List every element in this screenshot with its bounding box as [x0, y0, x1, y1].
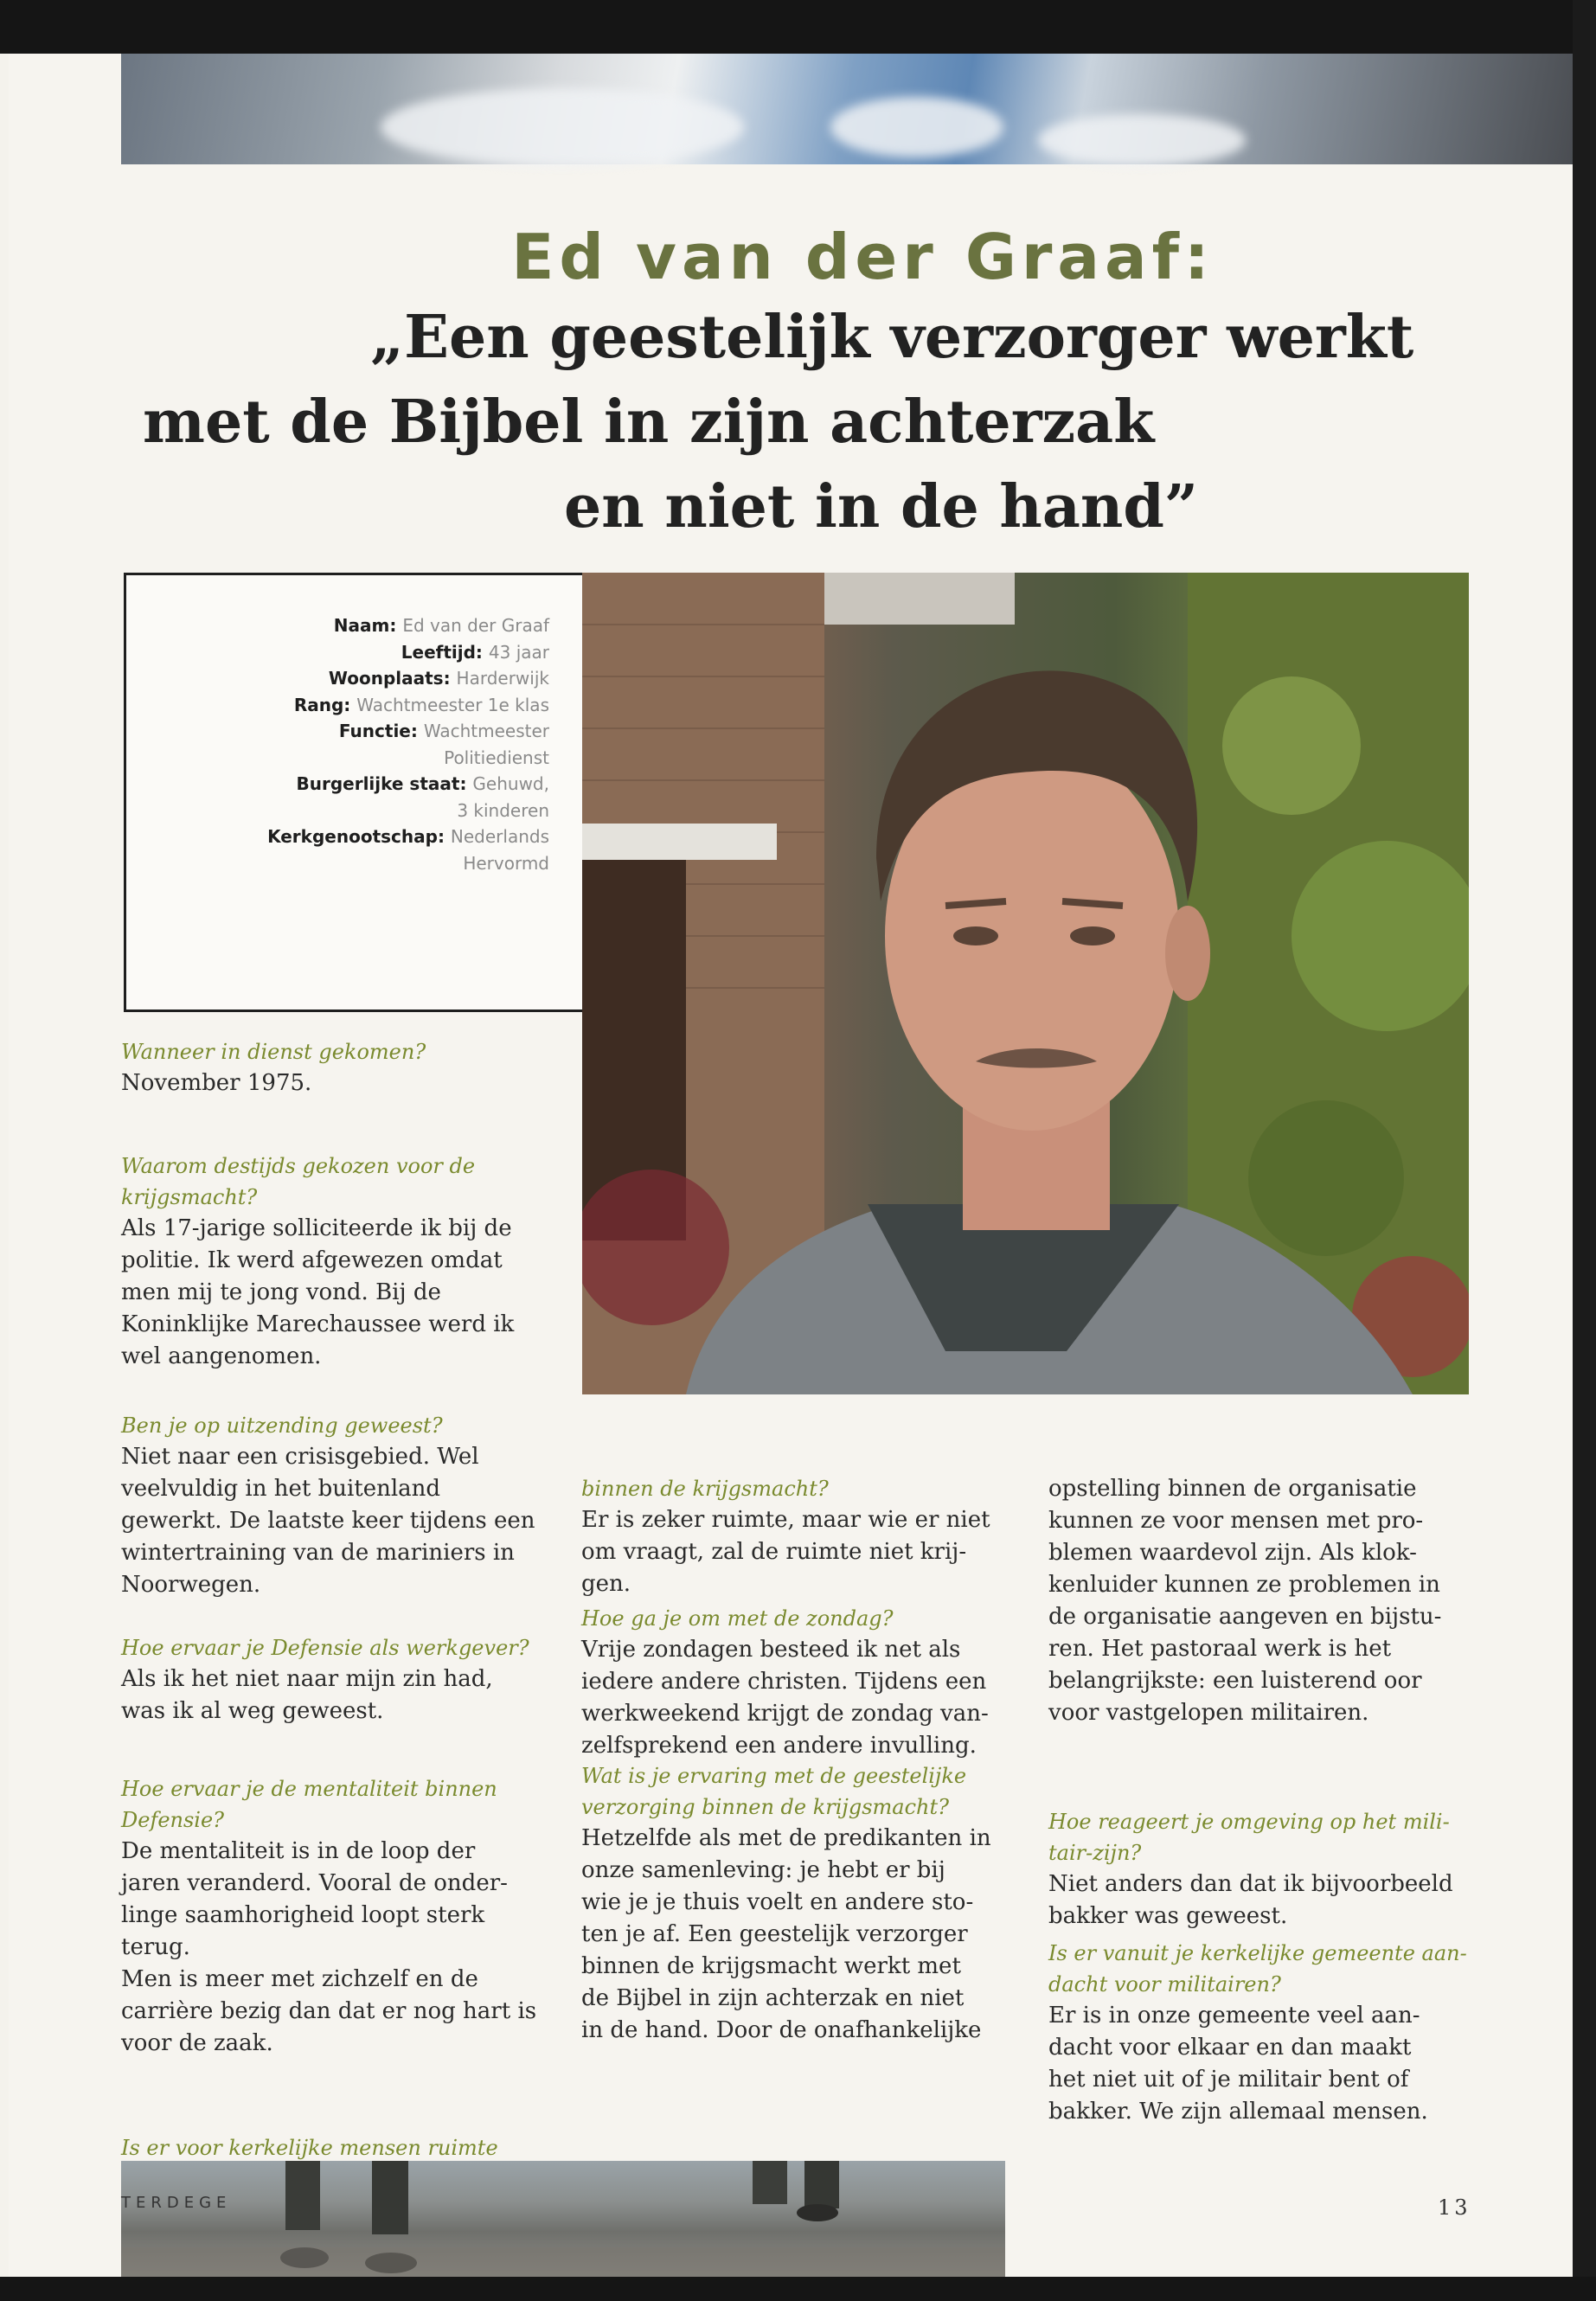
- bottom-border: [0, 2277, 1596, 2301]
- interview-answer: Als 17-jarige solliciteerde ik bij de: [121, 1215, 512, 1241]
- interview-question: krijgsmacht?: [121, 1185, 258, 1209]
- interview-question: verzorging binnen de krijgsmacht?: [581, 1795, 950, 1819]
- interview-question: Hoe ervaar je de mentaliteit binnen: [121, 1777, 497, 1801]
- interview-answer: kunnen ze voor mensen met pro-: [1048, 1508, 1424, 1534]
- interview-question: dacht voor militairen?: [1048, 1972, 1281, 1997]
- article-quote-line-2: met de Bijbel in zijn achterzak: [143, 388, 1155, 457]
- profile-label: Rang:: [293, 694, 357, 715]
- interview-answer: gen.: [581, 1571, 631, 1597]
- interview-question: Ben je op uitzending geweest?: [121, 1413, 443, 1438]
- profile-label: Burgerlijke staat:: [296, 773, 473, 794]
- interview-answer: jaren veranderd. Vooral de onder-: [121, 1870, 508, 1896]
- interview-question: Hoe ervaar je Defensie als werkgever?: [121, 1636, 529, 1660]
- interview-answer: Niet anders dan dat ik bijvoorbeeld: [1048, 1871, 1453, 1897]
- profile-value: Gehuwd,: [472, 773, 549, 794]
- interview-answer: Noorwegen.: [121, 1572, 261, 1598]
- article-quote-line-1: „Een geestelijk verzorger werkt: [370, 303, 1414, 372]
- profile-row: [267, 798, 549, 824]
- interview-answer: Hetzelfde als met de predikanten in: [581, 1825, 991, 1851]
- profile-row: [267, 692, 549, 719]
- interview-question: Defensie?: [121, 1808, 225, 1832]
- interview-answer: ren. Het pastoraal werk is het: [1048, 1636, 1392, 1662]
- interview-answer: Koninklijke Marechaussee werd ik: [121, 1311, 515, 1337]
- profile-row: [267, 824, 549, 850]
- interview-answer: ten je af. Een geestelijk verzorger: [581, 1921, 968, 1947]
- profile-label: Woonplaats:: [328, 668, 457, 689]
- profile-value: Hervormd: [463, 852, 549, 874]
- interview-answer: de Bijbel in zijn achterzak en niet: [581, 1985, 965, 2011]
- interview-answer: Niet naar een crisisgebied. Wel: [121, 1444, 479, 1470]
- interview-question: Hoe reageert je omgeving op het mili-: [1048, 1810, 1450, 1834]
- profile-row: [267, 639, 549, 666]
- interview-answer: was ik al weg geweest.: [121, 1698, 384, 1724]
- profile-value: Ed van der Graaf: [402, 615, 549, 636]
- interview-answer: in de hand. Door de onafhankelijke: [581, 2017, 982, 2043]
- portrait-photo: [582, 573, 1469, 1394]
- profile-row: [267, 612, 549, 639]
- profile-value: Wachtmeester: [423, 721, 549, 741]
- boots-illustration: [121, 2161, 1005, 2279]
- interview-question: Wat is je ervaring met de geestelijke: [581, 1764, 967, 1788]
- profile-value: 43 jaar: [488, 641, 549, 663]
- interview-answer: Er is zeker ruimte, maar wie er niet: [581, 1507, 990, 1533]
- interview-answer: het niet uit of je militair bent of: [1048, 2067, 1409, 2093]
- profile-value: 3 kinderen: [457, 799, 549, 821]
- profile-row: [267, 850, 549, 877]
- interview-answer: men mij te jong vond. Bij de: [121, 1279, 441, 1305]
- interview-answer: Vrije zondagen besteed ik net als: [581, 1637, 961, 1663]
- interview-answer: wel aangenomen.: [121, 1343, 322, 1369]
- interview-question: binnen de krijgsmacht?: [581, 1477, 829, 1501]
- interview-answer: veelvuldig in het buitenland: [121, 1476, 441, 1502]
- page-number: 13: [1438, 2195, 1471, 2220]
- interview-answer: linge saamhorigheid loopt sterk: [121, 1902, 485, 1928]
- profile-details: [267, 612, 549, 876]
- interview-question: tair-zijn?: [1048, 1841, 1142, 1865]
- profile-value: Nederlands: [450, 826, 549, 847]
- profile-label: Leeftijd:: [401, 641, 489, 663]
- profile-label: Kerkgenootschap:: [267, 826, 451, 847]
- portrait-illustration: [582, 573, 1469, 1394]
- interview-answer: carrière bezig dan dat er nog hart is: [121, 1998, 537, 2024]
- interview-question: Is er vanuit je kerkelijke gemeente aan-: [1048, 1941, 1467, 1965]
- profile-value: Wachtmeester 1e klas: [356, 694, 549, 715]
- interview-answer: wie je je thuis voelt en andere sto-: [581, 1889, 974, 1915]
- interview-question: Is er voor kerkelijke mensen ruimte: [121, 2136, 498, 2160]
- interview-answer: gewerkt. De laatste keer tijdens een: [121, 1508, 535, 1534]
- interview-answer: bakker was geweest.: [1048, 1903, 1288, 1929]
- interview-answer: kenluider kunnen ze problemen in: [1048, 1572, 1440, 1598]
- profile-row: [267, 771, 549, 798]
- interview-answer: voor vastgelopen militairen.: [1048, 1700, 1369, 1726]
- interview-answer: Als ik het niet naar mijn zin had,: [121, 1666, 493, 1692]
- interview-answer: iedere andere christen. Tijdens een: [581, 1669, 987, 1695]
- interview-answer: opstelling binnen de organisatie: [1048, 1476, 1417, 1502]
- interview-answer: politie. Ik werd afgewezen omdat: [121, 1247, 503, 1273]
- right-border: [1573, 0, 1596, 2301]
- interview-question: Waarom destijds gekozen voor de: [121, 1154, 476, 1178]
- interview-question: Wanneer in dienst gekomen?: [121, 1040, 426, 1064]
- interview-answer: onze samenleving: je hebt er bij: [581, 1857, 945, 1883]
- interview-answer: werkweekend krijgt de zondag van-: [581, 1701, 989, 1727]
- interview-answer: terug.: [121, 1934, 190, 1960]
- interview-answer: voor de zaak.: [121, 2030, 273, 2056]
- interview-answer: zelfsprekend een andere invulling.: [581, 1733, 977, 1759]
- interview-answer: dacht voor elkaar en dan maakt: [1048, 2035, 1412, 2061]
- profile-row: [267, 665, 549, 692]
- interview-answer: November 1975.: [121, 1070, 312, 1096]
- interview-answer: wintertraining van de mariniers in: [121, 1540, 515, 1566]
- interview-answer: Er is in onze gemeente veel aan-: [1048, 2003, 1420, 2029]
- profile-label: Functie:: [338, 721, 424, 741]
- interview-question: Hoe ga je om met de zondag?: [581, 1606, 894, 1631]
- interview-answer: blemen waardevol zijn. Als klok-: [1048, 1540, 1417, 1566]
- article-name-heading: Ed van der Graaf:: [511, 221, 1215, 293]
- interview-answer: belangrijkste: een luisterend oor: [1048, 1668, 1422, 1694]
- interview-answer: binnen de krijgsmacht werkt met: [581, 1953, 961, 1979]
- profile-value: Harderwijk: [456, 668, 549, 689]
- interview-answer: om vraagt, zal de ruimte niet krij-: [581, 1539, 967, 1565]
- footer-ground-photo: [121, 2161, 1005, 2279]
- article-quote-line-3: en niet in de hand”: [564, 472, 1199, 542]
- profile-value: Politiedienst: [444, 747, 549, 768]
- profile-row: [267, 745, 549, 772]
- profile-row: [267, 718, 549, 745]
- interview-answer: de organisatie aangeven en bijstu-: [1048, 1604, 1442, 1630]
- profile-label: Naam:: [333, 615, 403, 636]
- magazine-name: TERDEGE: [121, 2194, 232, 2212]
- interview-answer: bakker. We zijn allemaal mensen.: [1048, 2099, 1428, 2125]
- interview-answer: De mentaliteit is in de loop der: [121, 1838, 476, 1864]
- interview-answer: Men is meer met zichzelf en de: [121, 1966, 478, 1992]
- top-border: [0, 0, 1596, 54]
- header-sky-photo: [121, 54, 1573, 164]
